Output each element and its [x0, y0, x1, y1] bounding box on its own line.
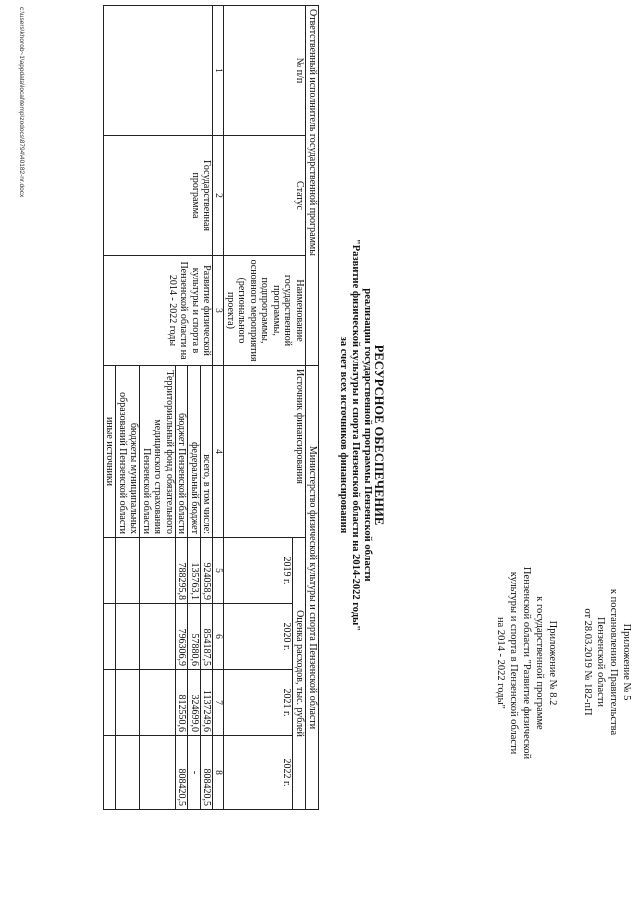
responsible-label: Ответственный исполнитель государственной программы: [306, 6, 319, 366]
col-number: 4: [213, 366, 224, 538]
row-number-cell: [104, 6, 214, 136]
value-2021: 812550,6: [176, 670, 189, 736]
title-line4: за счет всех источников финансирования: [338, 336, 349, 534]
source-cell: федеральный бюджет: [188, 366, 201, 538]
file-path-footer: c:\users\khorob~1\appdata\local\temp\zodocs\8794\40182-nr.docx: [18, 7, 25, 198]
value-2019: [140, 538, 176, 604]
appendix-5-line2: к постановлению Правительства: [608, 588, 619, 736]
value-2020: 57880,6: [188, 604, 201, 670]
col-status-header: Статус: [224, 136, 306, 256]
column-numbers-row: [213, 6, 224, 810]
value-2021: [104, 670, 117, 736]
value-2021: [140, 670, 176, 736]
col-number: 8: [213, 736, 224, 810]
value-2022: [104, 736, 117, 810]
ministry-name: Министерство физической культуры и спорта Пензенской области: [306, 366, 319, 810]
value-2019: 788295,8: [176, 538, 189, 604]
program-name-cell: Развитие физической культуры и спорта в Пензенской области на 2014 - 2022 годы: [104, 256, 214, 366]
value-2022: [140, 736, 176, 810]
col-name-header: Наименование государственной программы, подпрограммы, основного мероприятия (регионального проекта): [224, 256, 306, 366]
col-number: 3: [213, 256, 224, 366]
rotated-document-page: [2, 5, 637, 900]
year-2022-header: 2022 г.: [224, 736, 292, 810]
appendix-8-2-line3: Пензенской области "Развитие физической: [521, 566, 532, 760]
value-2021: 1137249,6: [201, 670, 214, 736]
value-2022: 808420,5: [176, 736, 189, 810]
value-2019: 924058,9: [201, 538, 214, 604]
appendix-8-2-block: [494, 547, 559, 779]
table-row: [201, 6, 214, 810]
source-cell: всего, в том числе:: [201, 366, 214, 538]
col-num-header: № п/п: [224, 6, 306, 136]
value-2021: [116, 670, 140, 736]
col-number: 2: [213, 136, 224, 256]
appendix-8-2-line2: к государственной программе: [534, 596, 545, 730]
appendix-5-line4: от 28.03.2019 № 182-пП: [582, 608, 593, 716]
col-source-header: Источник финансирования: [224, 366, 306, 538]
source-cell: иные источники: [104, 366, 117, 538]
appendix-5-block: [581, 557, 633, 767]
source-cell: Территориальный фонд обязательного медицинского страхования Пензенской области: [140, 366, 176, 538]
appendix-5-line1: Приложение № 5: [621, 623, 632, 701]
title-line2: реализации государственной программы Пензенской области: [362, 288, 373, 582]
value-2020: 796306,9: [176, 604, 189, 670]
value-2020: [140, 604, 176, 670]
year-2020-header: 2020 г.: [224, 604, 292, 670]
appendix-8-2-line1: Приложение № 8.2: [547, 620, 558, 706]
value-2020: 854187,5: [201, 604, 214, 670]
value-2022: [116, 736, 140, 810]
value-2022: -: [188, 736, 201, 810]
value-2019: [104, 538, 117, 604]
resource-table: [103, 5, 319, 810]
value-2020: [116, 604, 140, 670]
year-2019-header: 2019 г.: [224, 538, 292, 604]
year-2021-header: 2021 г.: [224, 670, 292, 736]
value-2021: 324699,0: [188, 670, 201, 736]
col-number: 6: [213, 604, 224, 670]
title-line1: РЕСУРСНОЕ ОБЕСПЕЧЕНИЕ: [372, 344, 386, 526]
col-number: 1: [213, 6, 224, 136]
appendix-5-line3: Пензенской области: [595, 616, 606, 708]
source-cell: бюджеты муниципальных образований Пензенской области: [116, 366, 140, 538]
status-cell: Государственная программа: [104, 136, 214, 256]
appendix-8-2-line4: культуры и спорта в Пензенской области: [508, 571, 519, 755]
title-line3: "Развитие физической культуры и спорта Пензенской области на 2014-2022 годы": [350, 238, 361, 632]
appendix-8-2-line5: на 2014 - 2022 годы": [495, 617, 506, 709]
col-number: 7: [213, 670, 224, 736]
col-estimate-header: Оценка расходов, тыс. рублей: [292, 538, 305, 810]
value-2019: [116, 538, 140, 604]
col-number: 5: [213, 538, 224, 604]
source-cell: бюджет Пензенской области: [176, 366, 189, 538]
value-2019: 135763,1: [188, 538, 201, 604]
value-2020: [104, 604, 117, 670]
value-2022: 808420,5: [201, 736, 214, 810]
document-title: [337, 75, 385, 795]
